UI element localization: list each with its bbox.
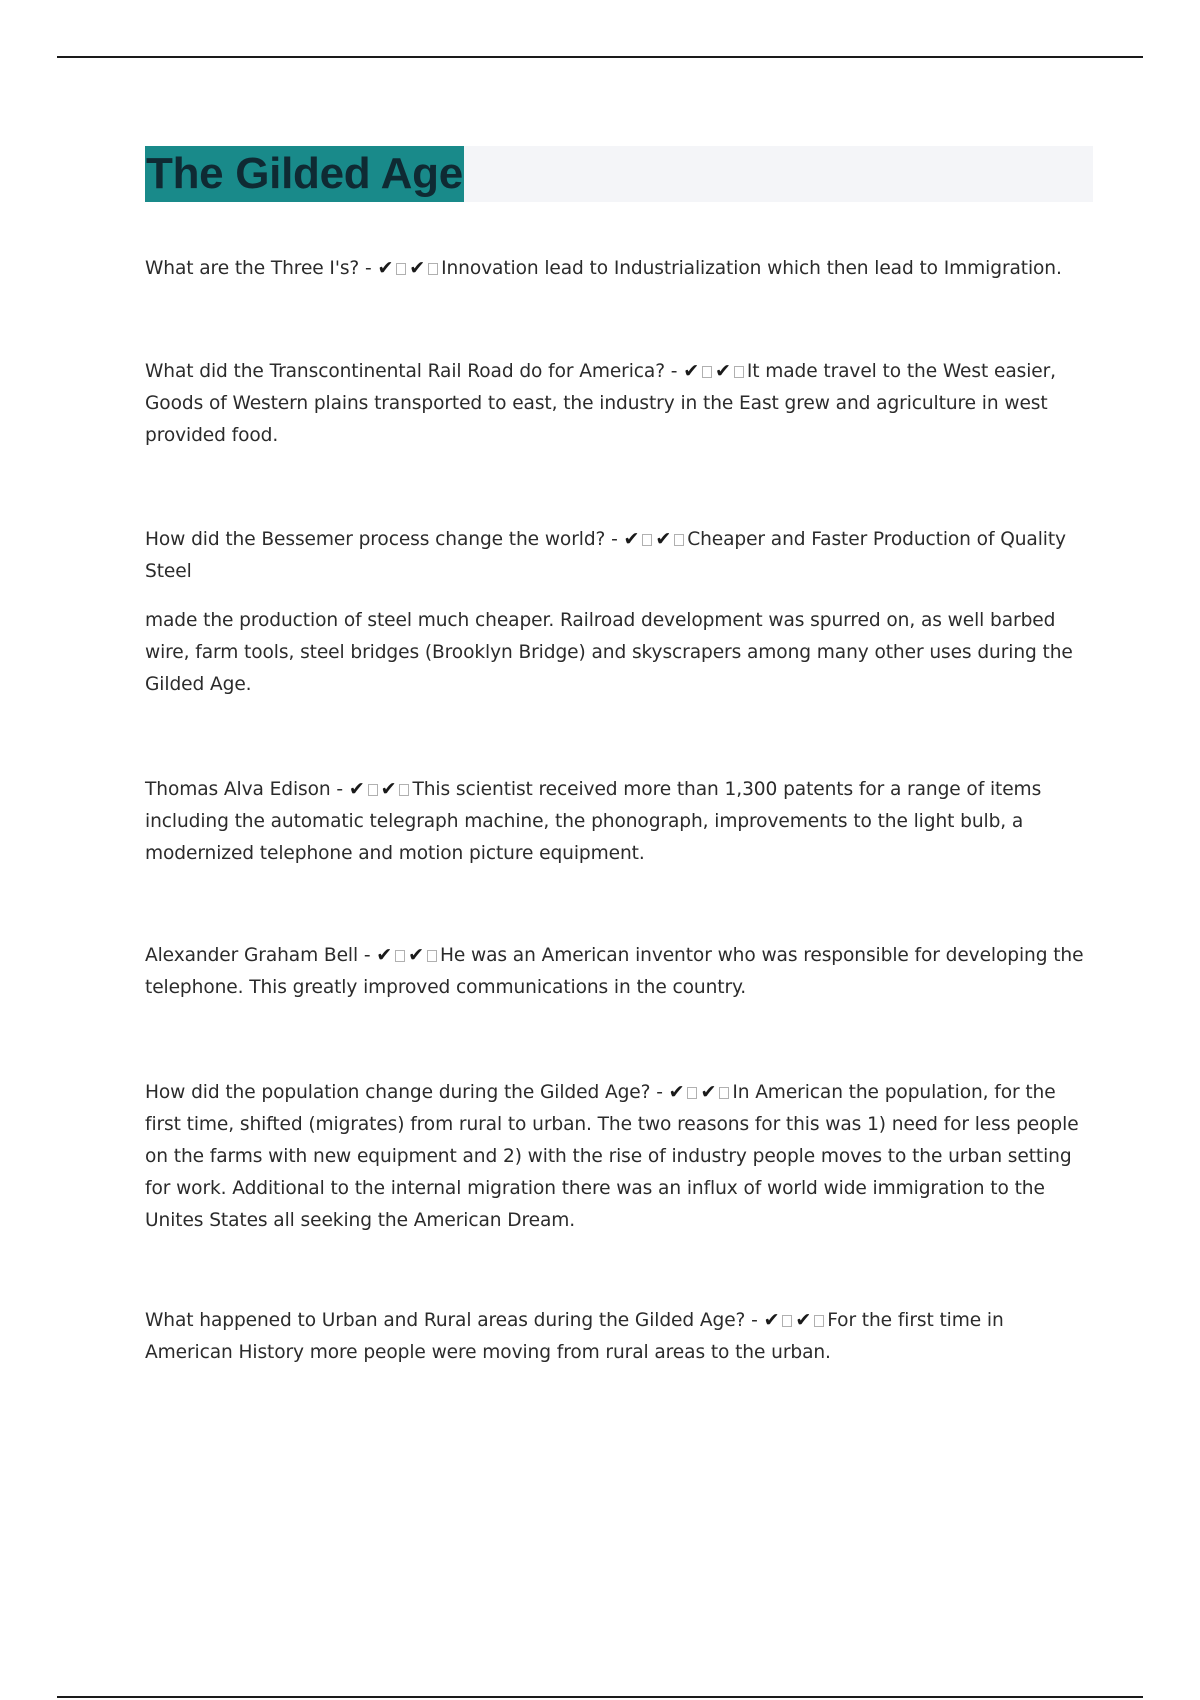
- empty-box-icon: [719, 1087, 729, 1099]
- qa-item-bell: [145, 939, 1095, 1004]
- empty-box-icon: [368, 784, 378, 796]
- empty-box-icon: [642, 534, 652, 546]
- separator: -: [330, 779, 349, 800]
- check-mark-icon: ✔: [409, 257, 426, 279]
- qa-item-population-change: [145, 1076, 1095, 1237]
- question-text: How did the population change during the Gilded Age?: [145, 1082, 651, 1103]
- answer-text: For the first time in American History more people were moving from rural areas to the urban.: [145, 1310, 1004, 1363]
- question-text: Thomas Alva Edison: [145, 779, 331, 800]
- question-text: What happened to Urban and Rural areas during the Gilded Age?: [145, 1310, 746, 1331]
- separator: -: [358, 945, 377, 966]
- empty-box-icon: [674, 534, 684, 546]
- answer-text: In American the population, for the first time, shifted (migrates) from rural to urban. The two reasons for this was 1) need for less people on the farms with new equipment and 2) with the rise of industry people moves to the urban setting for work. Additional to the internal migration there was an influx of world wide immigration to the Unites States all seeking the American Dream.: [145, 1082, 1079, 1231]
- empty-box-icon: [702, 366, 712, 378]
- check-mark-icon: ✔: [795, 1309, 812, 1331]
- separator: -: [605, 529, 624, 550]
- check-mark-icon: ✔: [376, 944, 393, 966]
- empty-box-icon: [814, 1315, 824, 1327]
- check-mark-icon: ✔: [715, 360, 731, 382]
- check-mark-icon: ✔: [380, 778, 397, 800]
- check-mark-icon: ✔: [655, 528, 672, 550]
- qa-item-urban-rural: [145, 1304, 1095, 1369]
- separator: -: [745, 1310, 764, 1331]
- empty-box-icon: [734, 366, 744, 378]
- top-rule: [57, 56, 1143, 58]
- check-mark-icon: ✔: [623, 528, 640, 550]
- check-mark-icon: ✔: [408, 944, 424, 966]
- qa-item-bessemer-process: [145, 523, 1095, 588]
- page-title: The Gilded Age: [145, 146, 464, 202]
- empty-box-icon: [395, 950, 405, 962]
- answer-text: Cheaper and Faster Production of Quality Steel: [145, 529, 1066, 582]
- qa-item-three-is: [145, 252, 1095, 285]
- answer-text: This scientist received more than 1,300 patents for a range of items including the automatic telegraph machine, the phonograph, improvements to the light bulb, a modernized telephone and motion picture equipment.: [145, 779, 1042, 864]
- empty-box-icon: [687, 1087, 697, 1099]
- answer-text: He was an American inventor who was responsible for developing the telephone. This greatly improved communications in the country.: [145, 945, 1084, 998]
- separator: -: [664, 361, 684, 382]
- empty-box-icon: [782, 1315, 792, 1327]
- check-mark-icon: ✔: [763, 1309, 780, 1331]
- question-text: What are the Three I's?: [145, 258, 360, 279]
- question-text: Alexander Graham Bell: [145, 945, 359, 966]
- check-mark-icon: ✔: [377, 257, 394, 279]
- qa-item-transcontinental-railroad: [145, 355, 1095, 452]
- empty-box-icon: [396, 263, 406, 275]
- answer-text: It made travel to the West easier, Goods of Western plains transported to east, the industry in the East grew and agriculture in west provided food.: [145, 361, 1056, 446]
- empty-box-icon: [399, 784, 409, 796]
- bottom-rule: [57, 1696, 1143, 1698]
- qa-item-bessemer-extra: made the production of steel much cheaper. Railroad development was spurred on, as well barbed wire, farm tools, steel bridges (Brooklyn Bridge) and skyscrapers among many other uses during the Gilded Age.: [145, 610, 1073, 695]
- separator: -: [359, 258, 378, 279]
- answer-text: Innovation lead to Industrialization which then lead to Immigration.: [441, 258, 1062, 279]
- empty-box-icon: [428, 263, 438, 275]
- question-text: How did the Bessemer process change the world?: [145, 529, 606, 550]
- check-mark-icon: ✔: [668, 1081, 685, 1103]
- separator: -: [650, 1082, 669, 1103]
- qa-item-edison: [145, 773, 1095, 870]
- check-mark-icon: ✔: [348, 778, 365, 800]
- check-mark-icon: ✔: [700, 1081, 717, 1103]
- question-text: What did the Transcontinental Rail Road do for America?: [145, 361, 665, 382]
- empty-box-icon: [427, 950, 437, 962]
- check-mark-icon: ✔: [683, 360, 700, 382]
